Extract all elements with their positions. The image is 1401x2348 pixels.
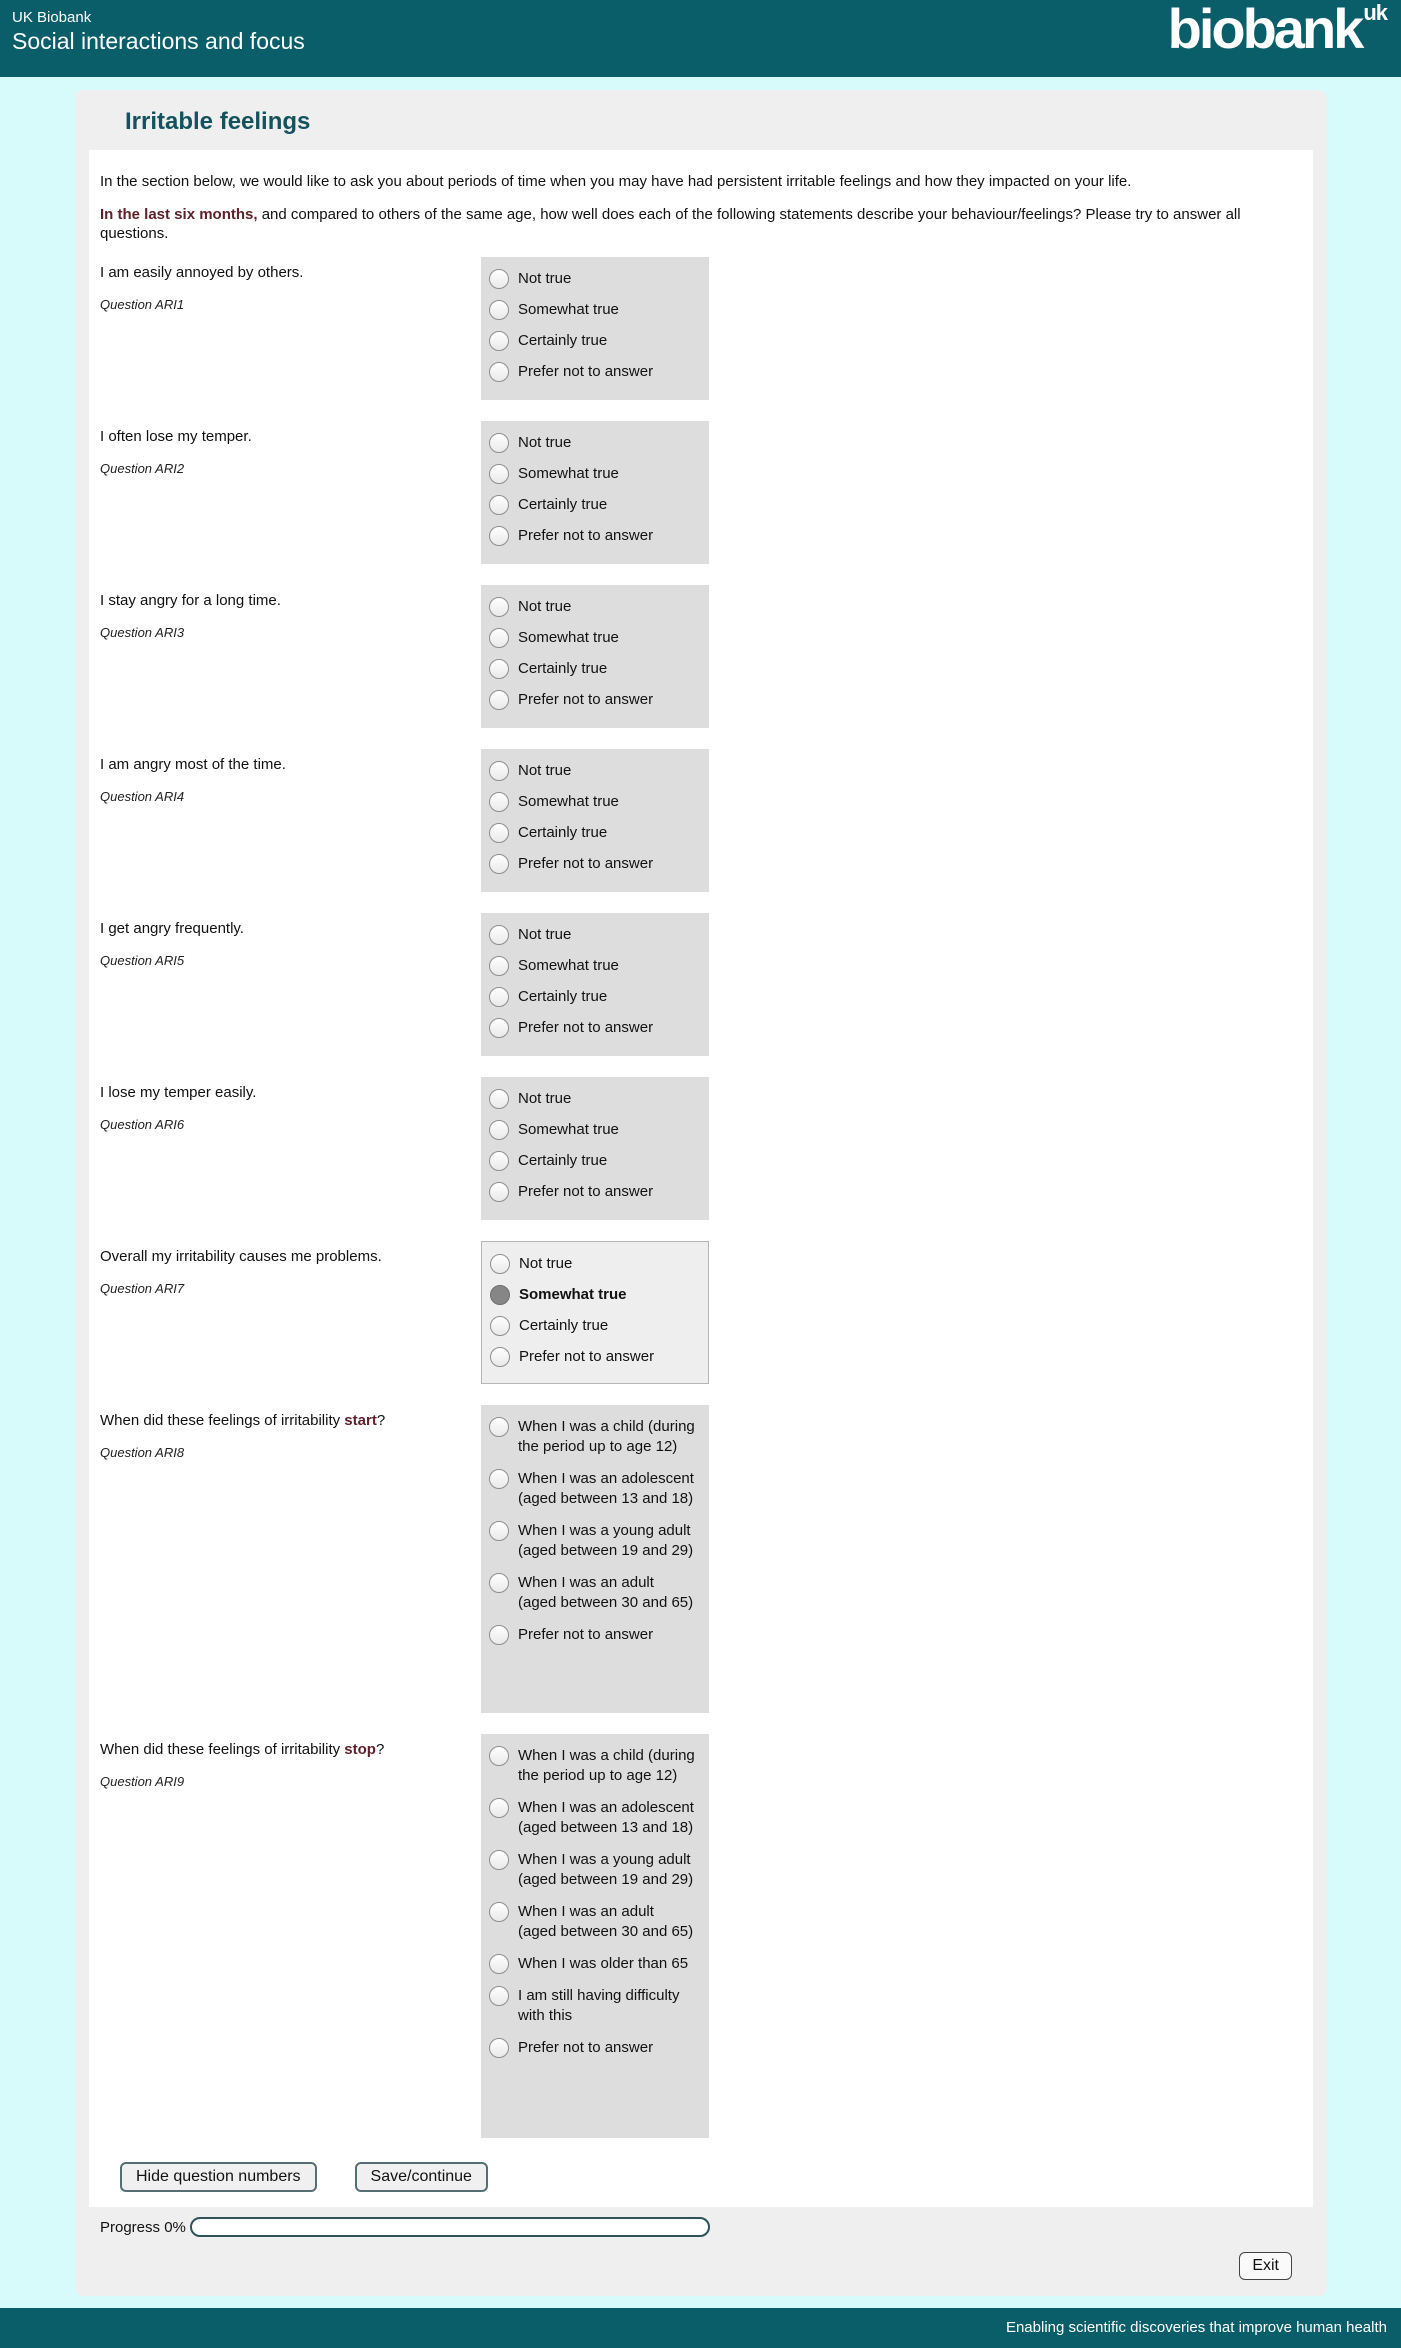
radio-button[interactable] (489, 1954, 509, 1974)
option-label[interactable]: Somewhat true (518, 301, 619, 318)
option-row[interactable] (489, 956, 699, 976)
option-label[interactable]: Not true (518, 598, 572, 615)
option-row[interactable] (489, 1798, 699, 1838)
radio-button[interactable] (489, 526, 509, 546)
options-box (481, 421, 709, 564)
option-row[interactable] (489, 628, 699, 648)
option-row[interactable] (489, 495, 699, 515)
question-block (100, 913, 1302, 1056)
option-row[interactable] (489, 1521, 699, 1561)
option-row[interactable] (489, 854, 699, 874)
option-label[interactable]: Prefer not to answer (518, 855, 654, 872)
question-text: I am easily annoyed by others. (100, 264, 304, 281)
radio-button[interactable] (489, 464, 509, 484)
biobank-logo-text: biobank (1167, 0, 1362, 60)
options-box (481, 585, 709, 728)
option-label[interactable]: Somewhat true (518, 957, 619, 974)
option-label[interactable]: Prefer not to answer (518, 691, 654, 708)
question-block (100, 1077, 1302, 1220)
question-block (100, 1734, 1302, 2138)
radio-button[interactable] (489, 433, 509, 453)
exit-button[interactable]: Exit (1239, 2252, 1292, 2280)
option-label[interactable]: When I was older than 65 (518, 1955, 689, 1972)
option-row[interactable] (489, 1018, 699, 1038)
radio-button[interactable] (489, 1120, 509, 1140)
option-label[interactable]: Prefer not to answer (518, 1019, 654, 1036)
option-label[interactable]: Certainly true (518, 824, 608, 841)
question-block (100, 421, 1302, 564)
option-row[interactable] (490, 1347, 698, 1367)
radio-button[interactable] (489, 659, 509, 679)
question-block (100, 257, 1302, 400)
radio-button[interactable] (490, 1316, 510, 1336)
question-block (100, 1405, 1302, 1713)
question-number: Question ARI2 (100, 461, 185, 476)
option-label[interactable]: Certainly true (518, 496, 608, 513)
radio-button[interactable] (489, 1902, 509, 1922)
option-label[interactable]: Not true (518, 270, 572, 287)
progress-bar (190, 2217, 710, 2237)
option-label[interactable]: When I was an adolescent (aged between 13 and 18) (518, 1799, 694, 1836)
option-row[interactable] (489, 1850, 699, 1890)
radio-button[interactable] (489, 1746, 509, 1766)
option-row[interactable] (489, 464, 699, 484)
question-text: I lose my temper easily. (100, 1084, 257, 1101)
option-label[interactable]: Certainly true (518, 660, 608, 677)
radio-button[interactable] (489, 1417, 509, 1437)
option-row[interactable] (490, 1285, 698, 1305)
option-label[interactable]: Not true (518, 762, 572, 779)
radio-button[interactable] (489, 1182, 509, 1202)
question-number: Question ARI5 (100, 953, 185, 968)
biobank-logo (1168, 0, 1387, 61)
option-row[interactable] (489, 1986, 699, 2026)
option-label[interactable]: When I was a young adult (aged between 19 and 29) (518, 1522, 694, 1559)
option-label[interactable]: Not true (519, 1255, 573, 1272)
option-label[interactable]: When I was a young adult (aged between 19 and 29) (518, 1851, 694, 1888)
question-number: Question ARI8 (100, 1445, 185, 1460)
question-text: Overall my irritability causes me problems. (100, 1248, 382, 1265)
question-number: Question ARI1 (100, 297, 185, 312)
org-label: UK Biobank (12, 9, 92, 26)
option-row[interactable] (489, 1625, 699, 1645)
options-box (481, 913, 709, 1056)
app-header (0, 0, 1401, 77)
option-label[interactable]: Prefer not to answer (518, 527, 654, 544)
question-block (100, 749, 1302, 892)
option-label[interactable]: Prefer not to answer (518, 1183, 654, 1200)
radio-button[interactable] (489, 1625, 509, 1645)
option-label[interactable]: Somewhat true (518, 465, 619, 482)
question-list (100, 257, 1302, 2138)
question-block (100, 1241, 1302, 1384)
question-text: When did these feelings of irritability stop? (100, 1741, 385, 1758)
radio-button[interactable] (489, 1850, 509, 1870)
form-actions (120, 2162, 1302, 2192)
option-row[interactable] (489, 433, 699, 453)
option-row[interactable] (489, 1182, 699, 1202)
option-label[interactable]: I am still having difficulty with this (518, 1987, 680, 2024)
question-number: Question ARI4 (100, 789, 185, 804)
option-row[interactable] (489, 792, 699, 812)
options-box (481, 1077, 709, 1220)
option-row[interactable] (489, 597, 699, 617)
intro-paragraph-2: In the last six months, and compared to others of the same age, how well does each of the following statements describe your behaviour/feelings? Please try to answer all questions. (100, 206, 1241, 242)
radio-button[interactable] (489, 792, 509, 812)
option-label[interactable]: Certainly true (518, 332, 608, 349)
option-row[interactable] (489, 1902, 699, 1942)
option-label[interactable]: Somewhat true (518, 793, 619, 810)
options-box (481, 1405, 709, 1713)
question-text: When did these feelings of irritability start? (100, 1412, 386, 1429)
radio-button[interactable] (490, 1347, 510, 1367)
options-box (481, 1734, 709, 2138)
option-label[interactable]: Somewhat true (519, 1286, 627, 1303)
option-row[interactable] (489, 1089, 699, 1109)
hide-question-numbers-button[interactable]: Hide question numbers (120, 2162, 317, 2192)
option-row[interactable] (489, 1120, 699, 1140)
intro-emphasis: In the last six months, (100, 206, 258, 223)
questionnaire-title: Social interactions and focus (12, 28, 305, 54)
question-number: Question ARI6 (100, 1117, 185, 1132)
radio-button[interactable] (490, 1254, 510, 1274)
option-row[interactable] (490, 1316, 698, 1336)
option-label[interactable]: When I was a child (during the period up to age 12) (518, 1747, 695, 1784)
radio-button[interactable] (490, 1285, 510, 1305)
question-number: Question ARI3 (100, 625, 185, 640)
option-row[interactable] (489, 823, 699, 843)
radio-button[interactable] (489, 1986, 509, 2006)
options-box (481, 749, 709, 892)
option-label[interactable]: When I was an adult (aged between 30 and 65) (518, 1903, 694, 1940)
question-block (100, 585, 1302, 728)
option-row[interactable] (489, 1151, 699, 1171)
option-label[interactable]: Certainly true (518, 1152, 608, 1169)
radio-button[interactable] (489, 761, 509, 781)
radio-button[interactable] (489, 987, 509, 1007)
progress-row (100, 2216, 1327, 2238)
app-footer (0, 2308, 1401, 2348)
options-box (481, 257, 709, 400)
survey-card (75, 90, 1327, 2296)
option-row[interactable] (489, 925, 699, 945)
footer-tagline: Enabling scientific discoveries that improve human health (1005, 2319, 1387, 2336)
radio-button[interactable] (489, 597, 509, 617)
radio-button[interactable] (489, 331, 509, 351)
radio-button[interactable] (489, 1018, 509, 1038)
radio-button[interactable] (489, 495, 509, 515)
option-row[interactable] (490, 1254, 698, 1274)
option-row[interactable] (489, 1573, 699, 1613)
radio-button[interactable] (489, 690, 509, 710)
option-label[interactable]: Prefer not to answer (519, 1348, 655, 1365)
option-label[interactable]: Not true (518, 434, 572, 451)
radio-button[interactable] (489, 956, 509, 976)
option-label[interactable]: Somewhat true (518, 629, 619, 646)
option-label[interactable]: Certainly true (519, 1317, 609, 1334)
option-row[interactable] (489, 690, 699, 710)
radio-button[interactable] (489, 854, 509, 874)
radio-button[interactable] (489, 1798, 509, 1818)
radio-button[interactable] (489, 1573, 509, 1593)
radio-button[interactable] (489, 300, 509, 320)
radio-button[interactable] (489, 362, 509, 382)
option-label[interactable]: When I was an adult (aged between 30 and 65) (518, 1574, 694, 1611)
question-text: I stay angry for a long time. (100, 592, 281, 609)
exit-row (75, 2252, 1327, 2280)
section-title: Irritable feelings (125, 108, 311, 135)
radio-button[interactable] (489, 1469, 509, 1489)
option-row[interactable] (489, 362, 699, 382)
biobank-logo-uk: uk (1363, 0, 1387, 25)
option-label[interactable]: Prefer not to answer (518, 2039, 654, 2056)
radio-button[interactable] (489, 925, 509, 945)
option-row[interactable] (489, 1746, 699, 1786)
option-row[interactable] (489, 300, 699, 320)
question-text: I get angry frequently. (100, 920, 244, 937)
radio-button[interactable] (489, 2038, 509, 2058)
question-text: I am angry most of the time. (100, 756, 286, 773)
radio-button[interactable] (489, 269, 509, 289)
option-row[interactable] (489, 761, 699, 781)
radio-button[interactable] (489, 1521, 509, 1541)
option-label[interactable]: When I was a child (during the period up to age 12) (518, 1418, 695, 1455)
option-label[interactable]: Not true (518, 1090, 572, 1107)
option-row[interactable] (489, 269, 699, 289)
option-label[interactable]: Somewhat true (518, 1121, 619, 1138)
radio-button[interactable] (489, 628, 509, 648)
radio-button[interactable] (489, 1151, 509, 1171)
option-label[interactable]: Certainly true (518, 988, 608, 1005)
progress-label: Progress 0% (100, 2218, 186, 2236)
option-label[interactable]: Prefer not to answer (518, 1626, 654, 1643)
option-row[interactable] (489, 331, 699, 351)
radio-button[interactable] (489, 1089, 509, 1109)
options-box (481, 1241, 709, 1384)
option-label[interactable]: Not true (518, 926, 572, 943)
radio-button[interactable] (489, 823, 509, 843)
intro-paragraph-1: In the section below, we would like to ask you about periods of time when you may have had persistent irritable feelings and how they impacted on your life. (100, 173, 1132, 190)
question-text: I often lose my temper. (100, 428, 252, 445)
question-number: Question ARI9 (100, 1774, 185, 1789)
option-row[interactable] (489, 659, 699, 679)
option-row[interactable] (489, 1417, 699, 1457)
option-row[interactable] (489, 987, 699, 1007)
option-label[interactable]: When I was an adolescent (aged between 13 and 18) (518, 1470, 694, 1507)
option-row[interactable] (489, 1954, 699, 1974)
save-continue-button[interactable]: Save/continue (355, 2162, 488, 2192)
option-label[interactable]: Prefer not to answer (518, 363, 654, 380)
option-row[interactable] (489, 2038, 699, 2058)
question-number: Question ARI7 (100, 1281, 185, 1296)
option-row[interactable] (489, 526, 699, 546)
option-row[interactable] (489, 1469, 699, 1509)
form-panel (89, 150, 1313, 2207)
